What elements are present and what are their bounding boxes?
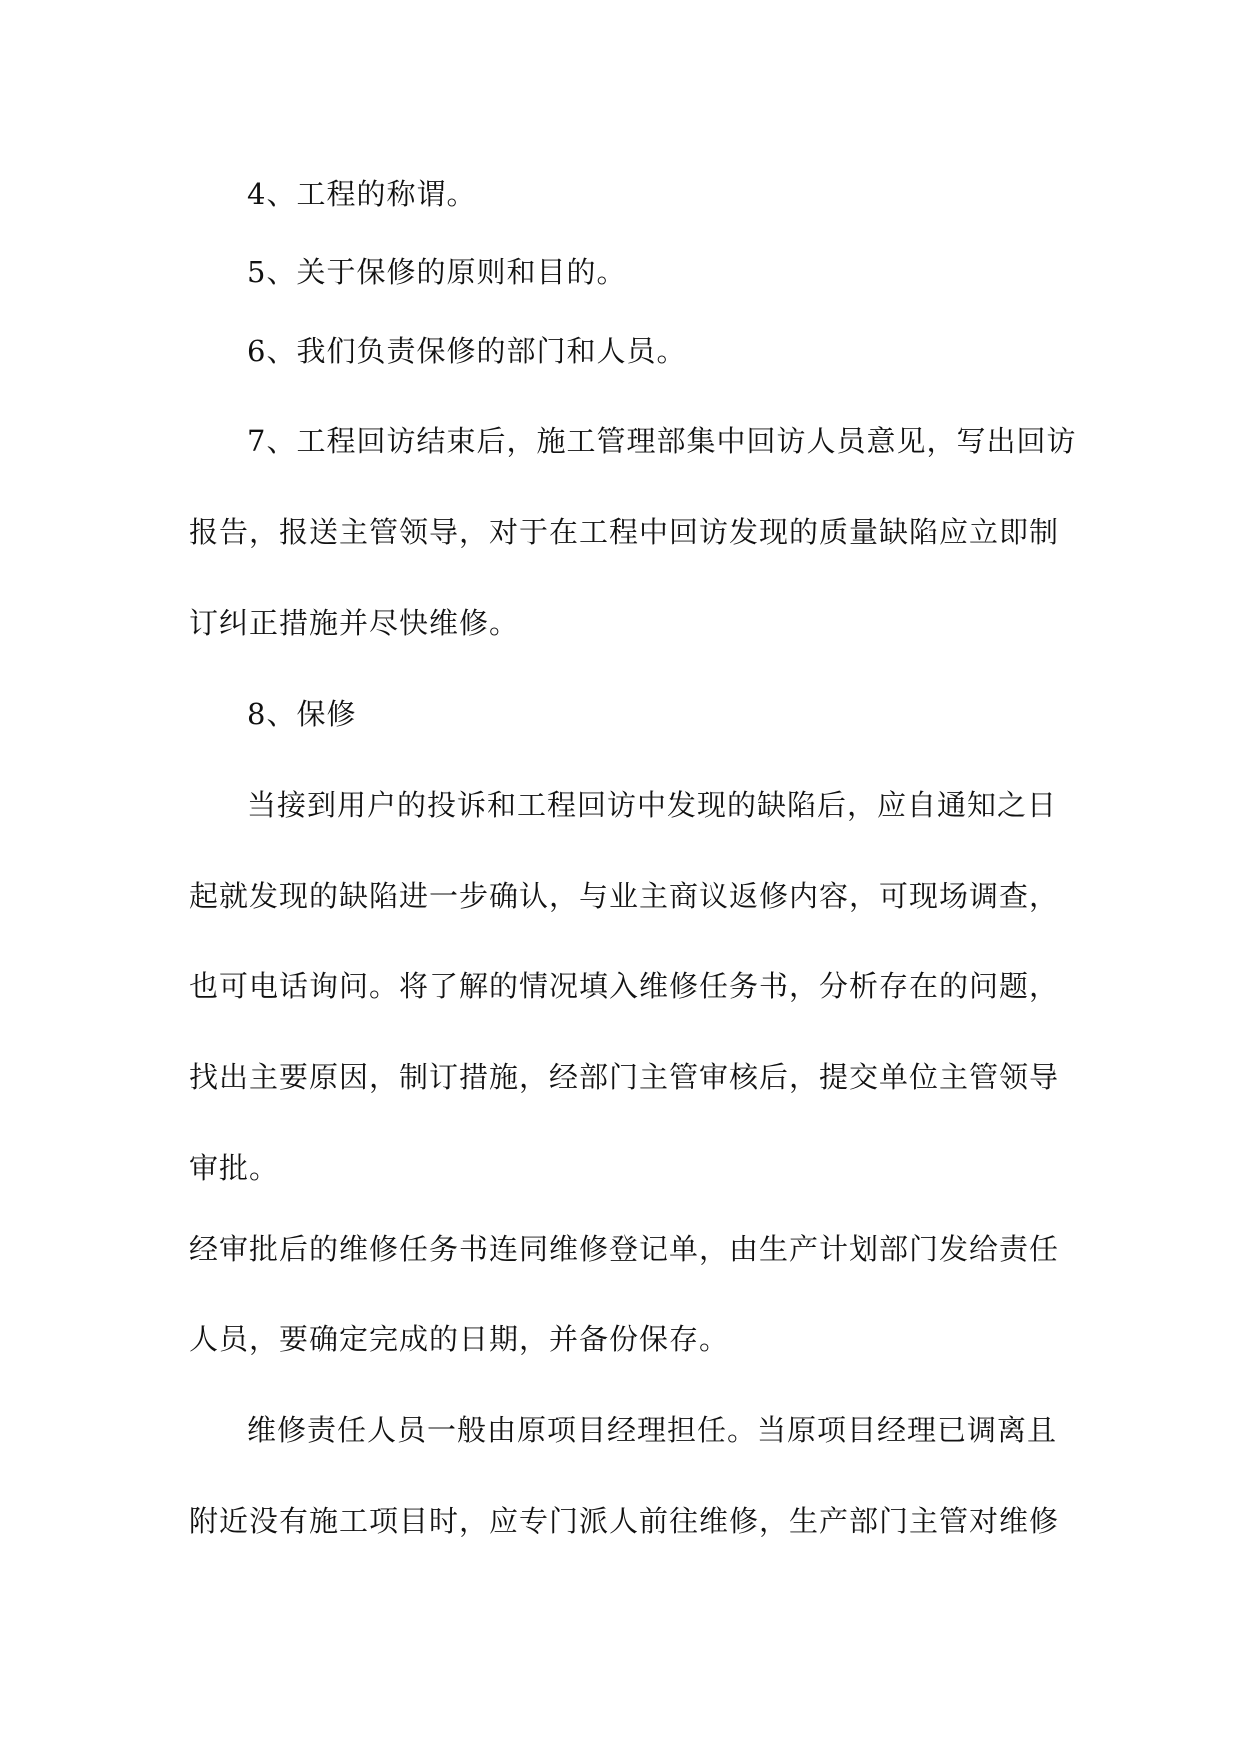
- list-item-7-line-3: 订纠正措施并尽快维修。: [189, 606, 520, 640]
- paragraph-1-line-4: 找出主要原因，制订措施，经部门主管审核后，提交单位主管领导: [189, 1060, 1060, 1094]
- paragraph-2-line-2: 人员，要确定完成的日期，并备份保存。: [189, 1322, 730, 1356]
- paragraph-3-line-2: 附近没有施工项目时，应专门派人前往维修，生产部门主管对维修: [189, 1504, 1060, 1538]
- list-item-7-line-1: 7、工程回访结束后，施工管理部集中回访人员意见，写出回访: [247, 424, 1077, 458]
- list-item-4: 4、工程的称谓。: [247, 177, 477, 211]
- paragraph-1-line-2: 起就发现的缺陷进一步确认，与业主商议返修内容，可现场调查，: [189, 879, 1060, 913]
- list-item-7-line-2: 报告，报送主管领导，对于在工程中回访发现的质量缺陷应立即制: [189, 515, 1060, 549]
- paragraph-1-line-1: 当接到用户的投诉和工程回访中发现的缺陷后，应自通知之日: [247, 788, 1058, 822]
- paragraph-3-line-1: 维修责任人员一般由原项目经理担任。当原项目经理已调离且: [247, 1413, 1058, 1447]
- section-heading-8: 8、保修: [247, 697, 357, 731]
- paragraph-1-line-5: 审批。: [189, 1151, 280, 1185]
- list-item-6: 6、我们负责保修的部门和人员。: [247, 334, 687, 368]
- paragraph-1-line-3: 也可电话询问。将了解的情况填入维修任务书，分析存在的问题，: [189, 969, 1060, 1003]
- paragraph-2-line-1: 经审批后的维修任务书连同维修登记单，由生产计划部门发给责任: [189, 1232, 1060, 1266]
- list-item-5: 5、关于保修的原则和目的。: [247, 255, 627, 289]
